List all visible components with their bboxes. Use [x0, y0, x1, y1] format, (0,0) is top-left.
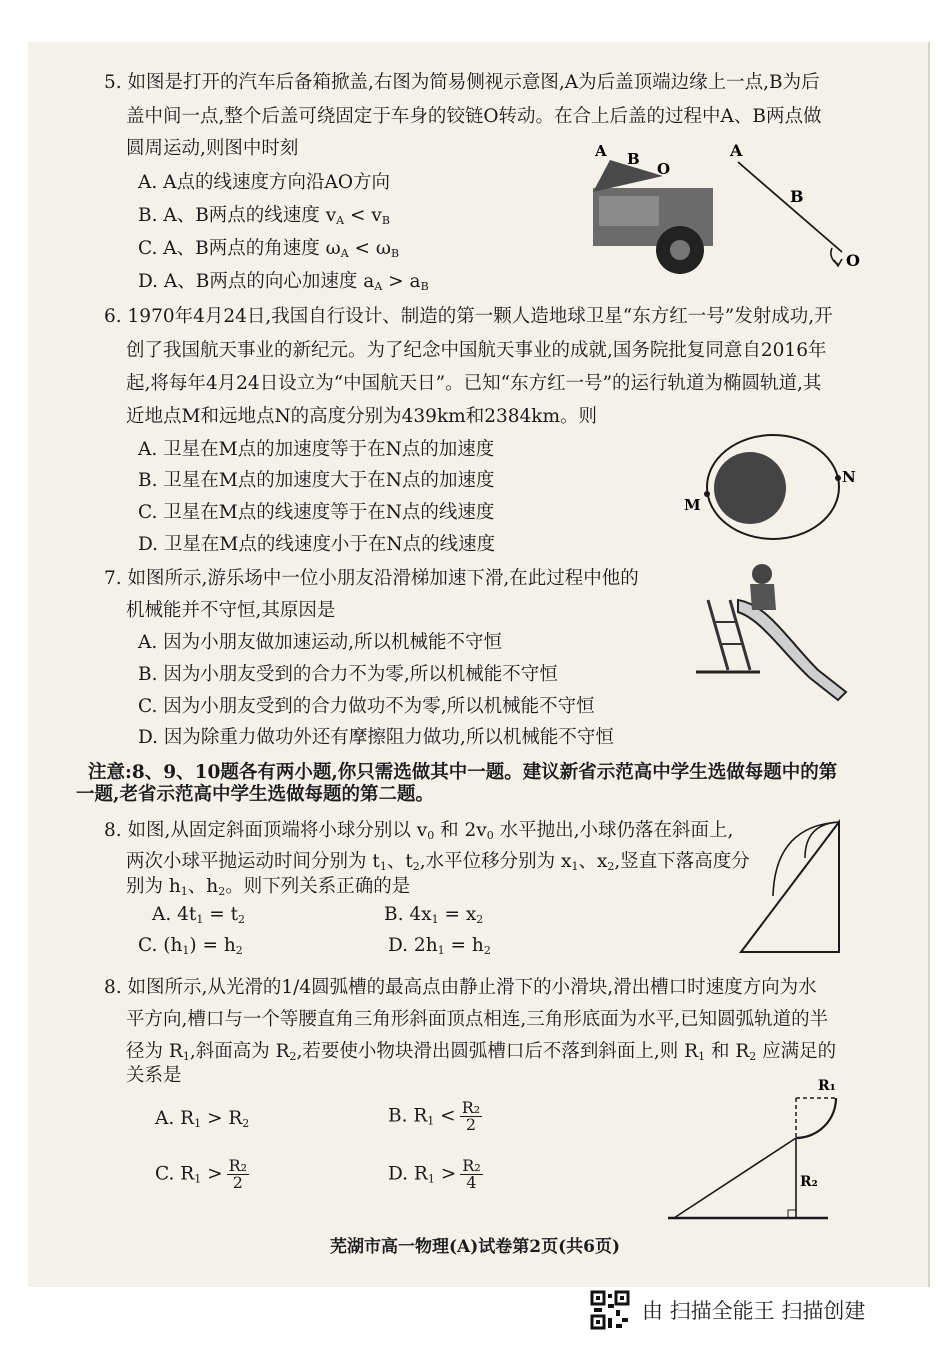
q6-stem-line4: 近地点M和远地点N的高度分别为439km和2384km。则 [126, 406, 598, 427]
q8b-stem-line4: 关系是 [126, 1065, 182, 1086]
q6-stem-line1: 6. 1970年4月24日,我国自行设计、制造的第一颗人造地球卫星“东方红一号”发射成功,开 [104, 306, 833, 327]
point-b-label: B [790, 187, 804, 206]
q5-stem-line2: 盖中间一点,整个后盖可绕固定于车身的铰链O转动。在合上后盖的过程中A、B两点做 [126, 106, 822, 127]
q5-stem-line3: 圆周运动,则图中时刻 [126, 138, 299, 159]
q8a-slope-diagram [735, 818, 855, 958]
q6-option-b: B. 卫星在M点的加速度大于在N点的加速度 [138, 470, 495, 491]
q8a-stem-line1: 8. 如图,从固定斜面顶端将小球分别以 $v_0$ 和 $2v_0$ 水平抛出,小球仍落在斜面上, [104, 820, 734, 842]
point-a-label: A [730, 141, 743, 160]
q6-option-a: A. 卫星在M点的加速度等于在N点的加速度 [138, 439, 495, 460]
q7-stem-line2: 机械能并不守恒,其原因是 [126, 600, 336, 621]
q8a-option-a: A. $4t_1 = t_2$ [152, 904, 246, 926]
scanner-watermark [590, 1290, 865, 1330]
point-o-label: O [846, 251, 860, 270]
q8b-arc-slope-diagram [660, 1072, 860, 1232]
q8b-option-a: A. $R_1 > R_2$ [155, 1108, 250, 1130]
q7-option-d: D. 因为除重力做功外还有摩擦阻力做功,所以机械能不守恒 [138, 727, 614, 748]
q5-option-a: A. A点的线速度方向沿AO方向 [138, 172, 391, 193]
q6-option-c: C. 卫星在M点的线速度等于在N点的线速度 [138, 502, 495, 523]
q7-option-a: A. 因为小朋友做加速运动,所以机械能不守恒 [138, 632, 503, 653]
q5-car-photo [585, 140, 715, 280]
r1-label: R₁ [818, 1078, 836, 1094]
q7-option-c: C. 因为小朋友受到的合力做功不为零,所以机械能不守恒 [138, 696, 595, 717]
q8b-stem-line3: 径为 $R_1$,斜面高为 $R_2$,若要使小物块滑出圆弧槽口后不落到斜面上,则 $R_1$ 和 $R_2$ 应满足的 [126, 1041, 837, 1063]
q8b-stem-line2: 平方向,槽口与一个等腰直角三角形斜面顶点相连,三角形底面为水平,已知圆弧轨道的半 [126, 1009, 829, 1030]
q5-option-c: C. A、B两点的角速度 $\omega_A < \omega_B$ [138, 238, 400, 260]
r2-label: R₂ [800, 1174, 818, 1190]
q5-side-diagram [720, 140, 870, 275]
svg-text:A: A [595, 142, 607, 160]
q5-stem-line1: 5. 如图是打开的汽车后备箱掀盖,右图为简易侧视示意图,A为后盖顶端边缘上一点,B为后 [104, 72, 820, 93]
point-n-label: N [842, 468, 856, 486]
q8a-stem-line2: 两次小球平抛运动时间分别为 $t_1$、$t_2$,水平位移分别为 $x_1$、$x_2$,竖直下落高度分 [126, 851, 750, 873]
scanner-text: 由 扫描全能王 扫描创建 [642, 1299, 866, 1323]
q8a-option-c: C. $(h_1) = h_2$ [138, 935, 243, 957]
q8b-option-d: D. $R_1$ > $\frac{\text{R₂}}{4}$ [388, 1156, 481, 1192]
q7-stem-line1: 7. 如图所示,游乐场中一位小朋友沿滑梯加速下滑,在此过程中他的 [104, 568, 639, 589]
note-line2: 一题,老省示范高中学生选做每题的第二题。 [76, 784, 434, 805]
q5-option-b: B. A、B两点的线速度 $v_A < v_B$ [138, 205, 390, 227]
q6-orbit-diagram [680, 430, 860, 545]
note-line1: 注意:8、9、10题各有两小题,你只需选做其中一题。建议新省示范高中学生选做每题中的第 [88, 762, 838, 783]
page-footer: 芜湖市高一物理(A)试卷第2页(共6页) [329, 1237, 621, 1257]
qr-code-icon [590, 1290, 630, 1330]
q6-stem-line3: 起,将每年4月24日设立为“中国航天日”。已知“东方红一号”的运行轨道为椭圆轨道,其 [126, 373, 822, 394]
q6-option-d: D. 卫星在M点的线速度小于在N点的线速度 [138, 534, 496, 555]
q8b-option-b: B. $R_1$ < $\frac{\text{R₂}}{2}$ [388, 1098, 481, 1134]
q8b-option-c: C. $R_1$ > $\frac{\text{R₂}}{2}$ [155, 1156, 248, 1192]
svg-text:B: B [627, 150, 640, 168]
q8a-stem-line3: 别为 $h_1$、$h_2$。则下列关系正确的是 [126, 876, 411, 898]
q7-slide-picture [688, 560, 853, 710]
q7-option-b: B. 因为小朋友受到的合力不为零,所以机械能不守恒 [138, 664, 558, 685]
q8b-stem-line1: 8. 如图所示,从光滑的1/4圆弧槽的最高点由静止滑下的小滑块,滑出槽口时速度方向为水 [104, 977, 817, 998]
q8a-option-b: B. $4x_1 = x_2$ [384, 904, 484, 926]
svg-text:O: O [657, 160, 671, 178]
q6-stem-line2: 创了我国航天事业的新纪元。为了纪念中国航天事业的成就,国务院批复同意自2016年 [126, 340, 827, 361]
q8a-option-d: D. $2h_1 = h_2$ [388, 935, 491, 957]
point-m-label: M [684, 496, 701, 514]
q5-option-d: D. A、B两点的向心加速度 $a_A > a_B$ [138, 271, 429, 293]
